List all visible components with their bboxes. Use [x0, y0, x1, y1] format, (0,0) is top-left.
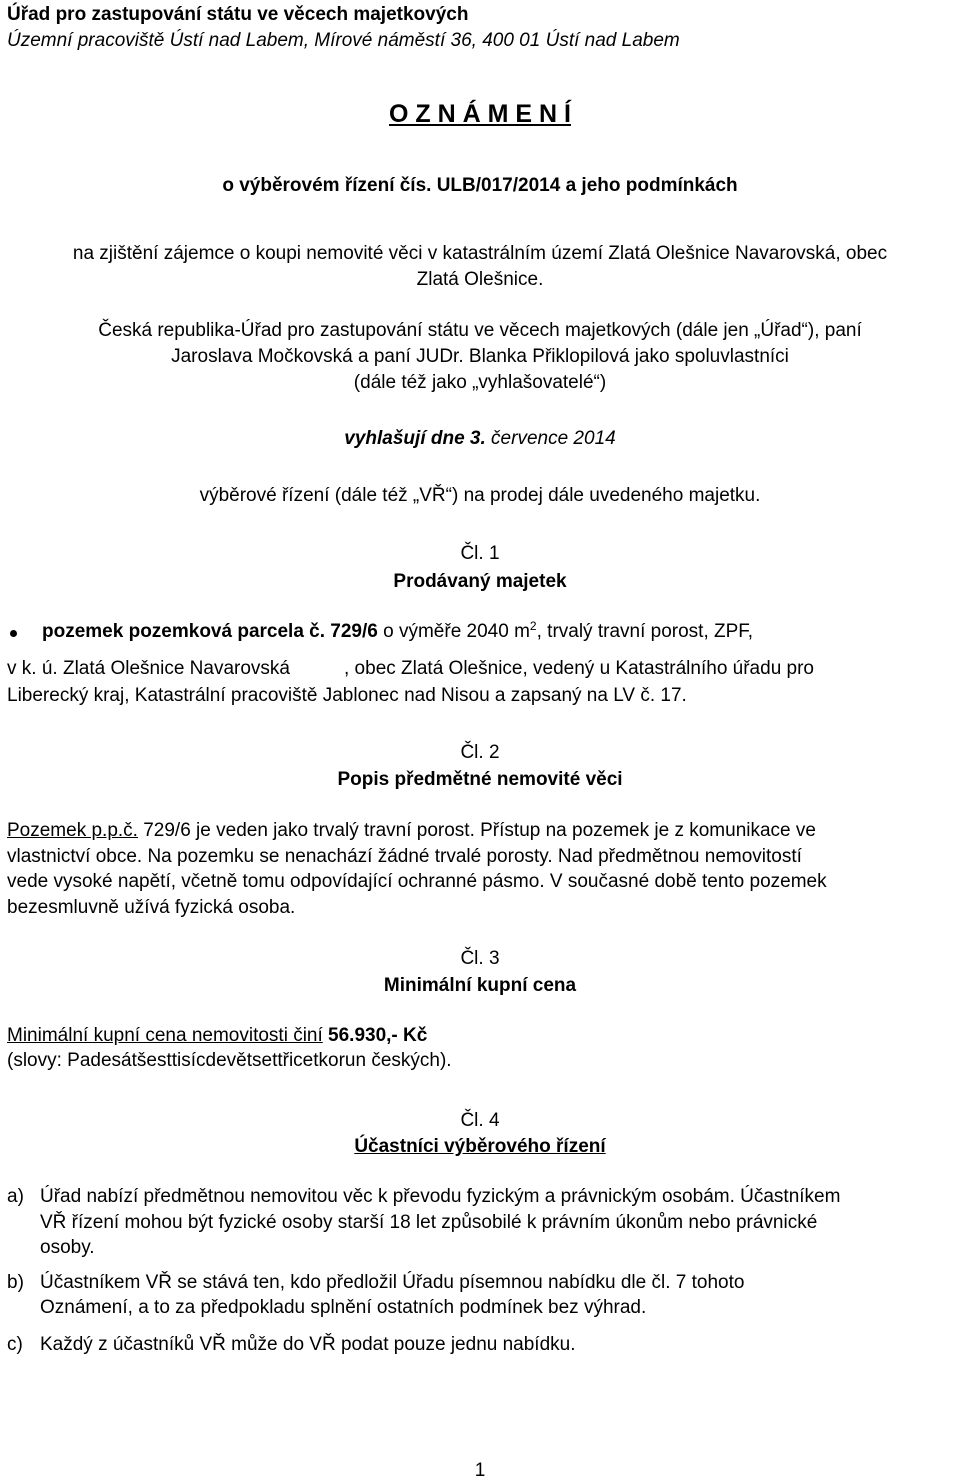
- announce-date: [0, 428, 960, 450]
- announcers-line-2: Jaroslava Močkovská a paní JUDr. Blanka Přiklopilová jako spoluvlastníci: [171, 346, 789, 367]
- purpose-line-1: na zjištění zájemce o koupi nemovité věci v katastrálním území Zlatá Olešnice Navarovská, obec: [72, 243, 888, 264]
- announce-date-rest: července 2014: [485, 428, 616, 449]
- minimum-price: [7, 1025, 427, 1047]
- item-c-letter: c): [7, 1334, 23, 1355]
- announce-date-prefix: vyhlašují dne 3.: [344, 428, 486, 449]
- property-item: [42, 621, 753, 643]
- property-registry: Liberecký kraj, Katastrální pracoviště Jablonec nad Nisou a zapsaný na LV č. 17.: [7, 685, 687, 706]
- property-type: , trvalý travní porost, ZPF,: [536, 621, 754, 642]
- article-3-title: Minimální kupní cena: [383, 975, 577, 996]
- minimum-price-words: (slovy: Padesátšesttisícdevětsettřicetkorun českých).: [7, 1050, 452, 1071]
- description-line-4: bezesmluvně užívá fyzická osoba.: [7, 897, 296, 918]
- page-title: O Z N Á M E N Í: [389, 100, 571, 128]
- article-4-title: Účastníci výběrového řízení: [354, 1136, 606, 1157]
- item-b-letter: b): [7, 1272, 24, 1293]
- article-2-title: Popis předmětné nemovité věci: [337, 769, 623, 790]
- article-1-number: Čl. 1: [460, 543, 500, 564]
- page-number: 1: [474, 1460, 486, 1481]
- description-line-3: vede vysoké napětí, včetně tomu odpovídající ochranné pásmo. V současné době tento pozemek: [7, 871, 827, 892]
- description-underlined: Pozemek p.p.č.: [7, 820, 138, 841]
- announcers-line-3: (dále též jako „vyhlašovatelé“): [353, 372, 607, 393]
- office-name: Úřad pro zastupování státu ve věcech majetkových: [7, 4, 469, 25]
- description-line-1: [7, 820, 816, 842]
- description-line-1-rest: 729/6 je veden jako trvalý travní porost. Přístup na pozemek je z komunikace ve: [137, 820, 816, 841]
- property-location-rest: , obec Zlatá Olešnice, vedený u Katastrálního úřadu pro: [344, 658, 814, 679]
- item-a-line-3: osoby.: [40, 1237, 95, 1258]
- article-3-number: Čl. 3: [460, 948, 500, 969]
- bullet-icon: [10, 630, 17, 637]
- property-area: o výměře 2040 m: [377, 621, 530, 642]
- workplace-address: Územní pracoviště Ústí nad Labem, Mírové náměstí 36, 400 01 Ústí nad Labem: [7, 30, 680, 51]
- article-2-number: Čl. 2: [460, 742, 500, 763]
- subtitle: o výběrovém řízení čís. ULB/017/2014 a jeho podmínkách: [222, 175, 738, 196]
- minimum-price-value: 56.930,- Kč: [322, 1025, 428, 1046]
- item-b-line-2: Oznámení, a to za předpokladu splnění ostatních podmínek bez výhrad.: [40, 1297, 647, 1318]
- minimum-price-label: Minimální kupní cena nemovitosti činí: [7, 1025, 323, 1046]
- announcers-line-1: Česká republika-Úřad pro zastupování státu ve věcech majetkových (dále jen „Úřad“), paní: [98, 320, 862, 341]
- property-item-bold-1: pozemek pozemková parcela č.: [42, 621, 326, 642]
- purpose-line-2: Zlatá Olešnice.: [416, 269, 544, 290]
- article-1-title: Prodávaný majetek: [393, 571, 567, 592]
- item-a-letter: a): [7, 1186, 24, 1207]
- property-item-bold-2: 729/6: [325, 621, 378, 642]
- item-b-line-1: Účastníkem VŘ se stává ten, kdo předložil Úřadu písemnou nabídku dle čl. 7 tohoto: [40, 1272, 745, 1293]
- property-location-bold: v k. ú. Zlatá Olešnice Navarovská: [7, 658, 290, 679]
- article-4-number: Čl. 4: [460, 1110, 500, 1131]
- description-line-2: vlastnictví obce. Na pozemku se nenachází žádné trvalé porosty. Nad předmětnou nemovitostí: [7, 846, 802, 867]
- tender-line: výběrové řízení (dále též „VŘ“) na prodej dále uvedeného majetku.: [199, 485, 761, 506]
- item-a-line-2: VŘ řízení mohou být fyzické osoby starší 18 let způsobilé k právním úkonům nebo právnické: [40, 1212, 818, 1233]
- item-c-line-1: Každý z účastníků VŘ může do VŘ podat pouze jednu nabídku.: [40, 1334, 576, 1355]
- property-area-unit-sup: 2: [529, 619, 537, 633]
- item-a-line-1: Úřad nabízí předmětnou nemovitou věc k převodu fyzickým a právnickým osobám. Účastníkem: [40, 1186, 841, 1207]
